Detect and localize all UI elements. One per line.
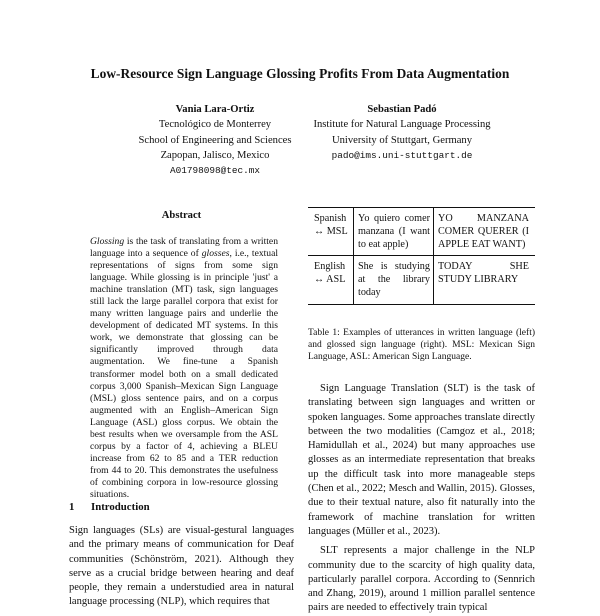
section-number: 1 <box>69 501 75 513</box>
author-email: A01798098@tec.mx <box>169 165 260 177</box>
author-affiliation: School of Engineering and Sciences <box>138 134 292 146</box>
examples-table <box>308 207 535 305</box>
table-cell-source: Yo quiero comer manzana (I want to eat apple) <box>354 208 434 256</box>
table-cell-gloss: TODAY SHE STUDY LIBRARY <box>434 256 536 304</box>
section-title: Introduction <box>91 501 150 513</box>
author-name: Sebastian Padó <box>367 104 437 115</box>
examples-table-wrap <box>308 207 535 305</box>
table-row <box>308 208 535 256</box>
table-cell-source: She is studying at the library today <box>354 256 434 304</box>
author-location: Zapopan, Jalisco, Mexico <box>160 149 270 161</box>
table-cell-pair: Spanish ↔ MSL <box>308 208 354 256</box>
abstract-term: Glossing <box>90 236 125 247</box>
right-column-body <box>308 382 535 616</box>
author-name: Vania Lara-Ortiz <box>175 104 255 115</box>
abstract-text: is the task of translating from a written language into a sequence of <box>90 236 278 260</box>
paper-title: Low-Resource Sign Language Glossing Profits From Data Augmentation <box>90 66 510 81</box>
abstract-body <box>90 236 278 501</box>
abstract-term: glosses <box>201 248 230 260</box>
author-affiliation: Institute for Natural Language Processing <box>313 119 491 131</box>
author-affiliation: Tecnológico de Monterrey <box>158 119 272 131</box>
body-paragraph: Sign Language Translation (SLT) is the task of translating between sign languages and written or spoken languages. Some approaches translate directly between the two modalities (Camgoz et al., 2018; Hamidullah et al., 2024) but many approaches use glosses as an intermediate representation that breaks up the difficult task into more manageable steps (Chen et al., 2022; Mesch and Wallin, 2015). Glosses, due to their textual nature, also fit naturally into the framework of machine translation for written languages (Müller et al., 2023). <box>308 383 535 537</box>
section-heading <box>69 501 150 513</box>
body-paragraph: Sign languages (SLs) are visual-gestural languages and the primary means of communication for Deaf communities (Schönström, 2021). Although they serve as a crucial bridge between hearing and deaf people, they remain a understudied area in natural language processing (NLP), which requires that <box>69 525 294 608</box>
author-block-2 <box>292 102 512 163</box>
abstract-paragraph <box>90 236 278 501</box>
table-cell-gloss: YO MANZANA COMER QUERER (I APPLE EAT WANT) <box>434 208 536 256</box>
abstract-heading: Abstract <box>161 210 202 221</box>
introduction-body <box>69 524 294 610</box>
table-cell-pair: English ↔ ASL <box>308 256 354 304</box>
table-row <box>308 256 535 304</box>
author-affiliation: University of Stuttgart, Germany <box>331 134 473 146</box>
body-paragraph: SLT represents a major challenge in the NLP community due to the scarcity of high quality data, particularly parallel corpora. According to (Sennrich and Zhang, 2019), around 1 million parallel sentence pairs are needed to effectively train typical <box>308 545 535 614</box>
table-caption: Table 1: Examples of utterances in written language (left) and glossed sign language (right). MSL: Mexican Sign Language, ASL: American Sign Language. <box>308 328 535 363</box>
abstract-text: , i.e., textual representations of signs from some sign language. While glossing is in principle 'just' a machine translation (MT) task, sign languages still lack the large parallel corpora that exist for many written language pairs and underlie the development of dedicated MT systems. In this work, we demonstrate that glossing can be significantly improved through data augmentation. We fine-tune a Spanish transformer model both on a small dedicated corpus 3,000 Spanish–Mexican Sign Language (MSL) gloss sentence pairs, and on a corpus augmented with an English–American Sign Language (ASL) gloss corpus. We obtain the best results when we oversample from the ASL corpus by a factor of 4, achieving a BLEU increase from 62 to 85 and a TER reduction from 44 to 20. This demonstrates the usefulness of combining corpora in low-resource glossing situations. <box>90 248 279 500</box>
author-email: pado@ims.uni-stuttgart.de <box>331 149 473 161</box>
